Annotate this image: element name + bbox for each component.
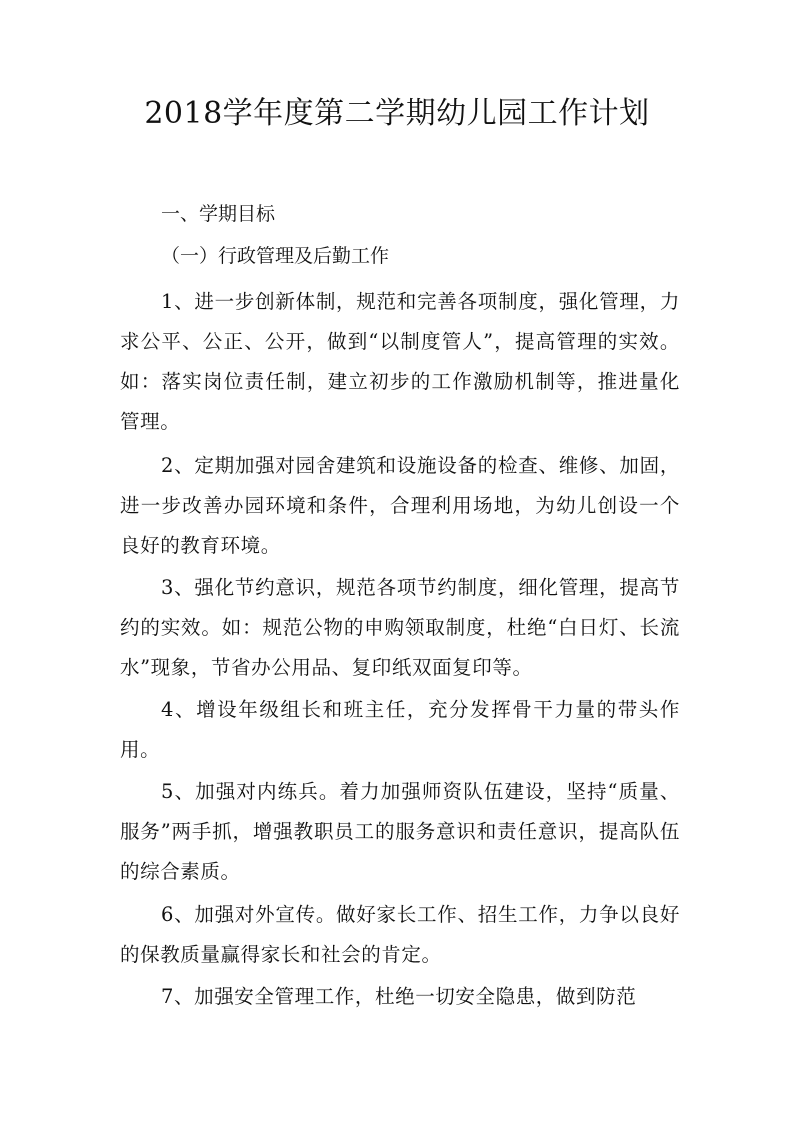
paragraph-item-6: 6、加强对外宣传。做好家长工作、招生工作，力争以良好的保教质量赢得家长和社会的肯定。 <box>120 903 680 966</box>
paragraph-item-4: 4、增设年级组长和班主任，充分发挥骨干力量的带头作用。 <box>120 698 680 761</box>
subsection-heading: （一）行政管理及后勤工作 <box>161 245 390 267</box>
paragraph-item-5: 5、加强对内练兵。着力加强师资队伍建设，坚持“质量、服务”两手抓，增强教职员工的服务意识和责任意识，提高队伍的综合素质。 <box>120 780 680 883</box>
paragraph-item-7: 7、加强安全管理工作，杜绝一切安全隐患，做到防范 <box>161 985 637 1008</box>
paragraph-item-2: 2、定期加强对园舍建筑和设施设备的检查、维修、加固，进一步改善办园环境和条件，合理利用场地，为幼儿创设一个良好的教育环境。 <box>120 454 680 557</box>
paragraph-item-1: 1、进一步创新体制，规范和完善各项制度，强化管理，力求公平、公正、公开，做到“以制度管人”，提高管理的实效。如：落实岗位责任制，建立初步的工作激励机制等，推进量化管理。 <box>120 290 680 433</box>
document-title: 2018学年度第二学期幼儿园工作计划 <box>144 96 650 131</box>
section-heading: 一、学期目标 <box>161 203 276 225</box>
paragraph-item-3: 3、强化节约意识，规范各项节约制度，细化管理，提高节约的实效。如：规范公物的申购领取制度，杜绝“白日灯、长流水”现象，节省办公用品、复印纸双面复印等。 <box>120 576 680 679</box>
